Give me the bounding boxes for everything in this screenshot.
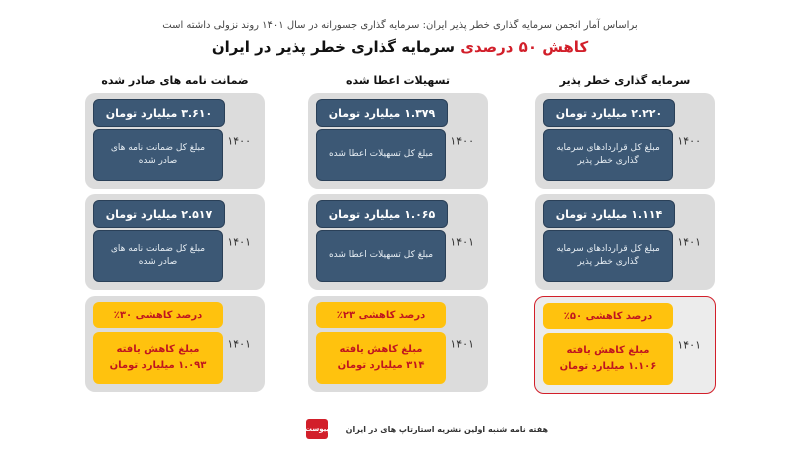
reduction-percent: درصد کاهشی ۳۰٪: [93, 302, 223, 328]
amount-box: ۱.۰۶۵ میلیارد تومان: [316, 200, 448, 228]
year-label: ۱۴۰۰: [677, 134, 701, 148]
footer-text: هفته نامه شنبه اولین نشریه استارتاپ های در ایران: [345, 425, 548, 434]
amount-box: ۲.۵۱۷ میلیارد تومان: [93, 200, 225, 228]
reduction-value: ۱.۰۹۳ میلیارد تومان: [109, 360, 207, 371]
column-heading-guarantees: ضمانت نامه های صادر شده: [101, 74, 249, 87]
column-heading-venture: سرمایه گذاری خطر پذیر: [559, 74, 691, 87]
reduction-percent: درصد کاهشی ۵۰٪: [543, 303, 673, 329]
reduction-percent: درصد کاهشی ۲۳٪: [316, 302, 446, 328]
amount-box: ۱.۱۱۴ میلیارد تومان: [543, 200, 675, 228]
page-title: [0, 38, 800, 56]
reduction-label: مبلغ کاهش یافته: [339, 344, 423, 355]
amount-box: ۱.۳۷۹ میلیارد تومان: [316, 99, 448, 127]
description-box: مبلغ کل قراردادهای سرمایه گذاری خطر پذیر: [543, 230, 673, 282]
card-venture-1400: [535, 93, 715, 189]
year-label: ۱۴۰۱: [677, 338, 701, 352]
reduction-amount: [543, 333, 673, 385]
reduction-value: ۱.۱۰۶ میلیارد تومان: [559, 361, 657, 372]
card-guarantees-reduction: [85, 296, 265, 392]
card-guarantees-1400: [85, 93, 265, 189]
card-venture-1401: [535, 194, 715, 290]
reduction-amount: [316, 332, 446, 384]
description-box: مبلغ کل قراردادهای سرمایه گذاری خطر پذیر: [543, 129, 673, 181]
reduction-value: ۳۱۴ میلیارد تومان: [337, 360, 425, 371]
year-label: ۱۴۰۱: [450, 337, 474, 351]
title-highlight: کاهش ۵۰ درصدی: [460, 38, 589, 56]
description-box: مبلغ کل ضمانت نامه های صادر شده: [93, 129, 223, 181]
year-label: ۱۴۰۰: [450, 134, 474, 148]
card-facilities-reduction: [308, 296, 488, 392]
card-guarantees-1401: [85, 194, 265, 290]
column-heading-facilities: تسهیلات اعطا شده: [346, 74, 450, 87]
reduction-amount: [93, 332, 223, 384]
year-label: ۱۴۰۱: [677, 235, 701, 249]
description-box: مبلغ کل تسهیلات اعطا شده: [316, 230, 446, 282]
amount-box: ۳.۶۱۰ میلیارد تومان: [93, 99, 225, 127]
reduction-label: مبلغ کاهش یافته: [116, 344, 200, 355]
subtitle: براساس آمار انجمن سرمایه گذاری خطر پذیر ایران: سرمایه گذاری جسورانه در سال ۱۴۰۱ روند نزولی داشته است: [162, 20, 638, 31]
reduction-label: مبلغ کاهش یافته: [566, 345, 650, 356]
year-label: ۱۴۰۱: [227, 337, 251, 351]
publisher-logo: پیوست: [306, 419, 328, 439]
card-facilities-1401: [308, 194, 488, 290]
description-box: مبلغ کل تسهیلات اعطا شده: [316, 129, 446, 181]
year-label: ۱۴۰۰: [227, 134, 251, 148]
description-box: مبلغ کل ضمانت نامه های صادر شده: [93, 230, 223, 282]
year-label: ۱۴۰۱: [227, 235, 251, 249]
amount-box: ۲.۲۲۰ میلیارد تومان: [543, 99, 675, 127]
year-label: ۱۴۰۱: [450, 235, 474, 249]
title-rest: سرمایه گذاری خطر پذیر در ایران: [211, 38, 455, 56]
card-venture-reduction: [534, 296, 716, 394]
card-facilities-1400: [308, 93, 488, 189]
